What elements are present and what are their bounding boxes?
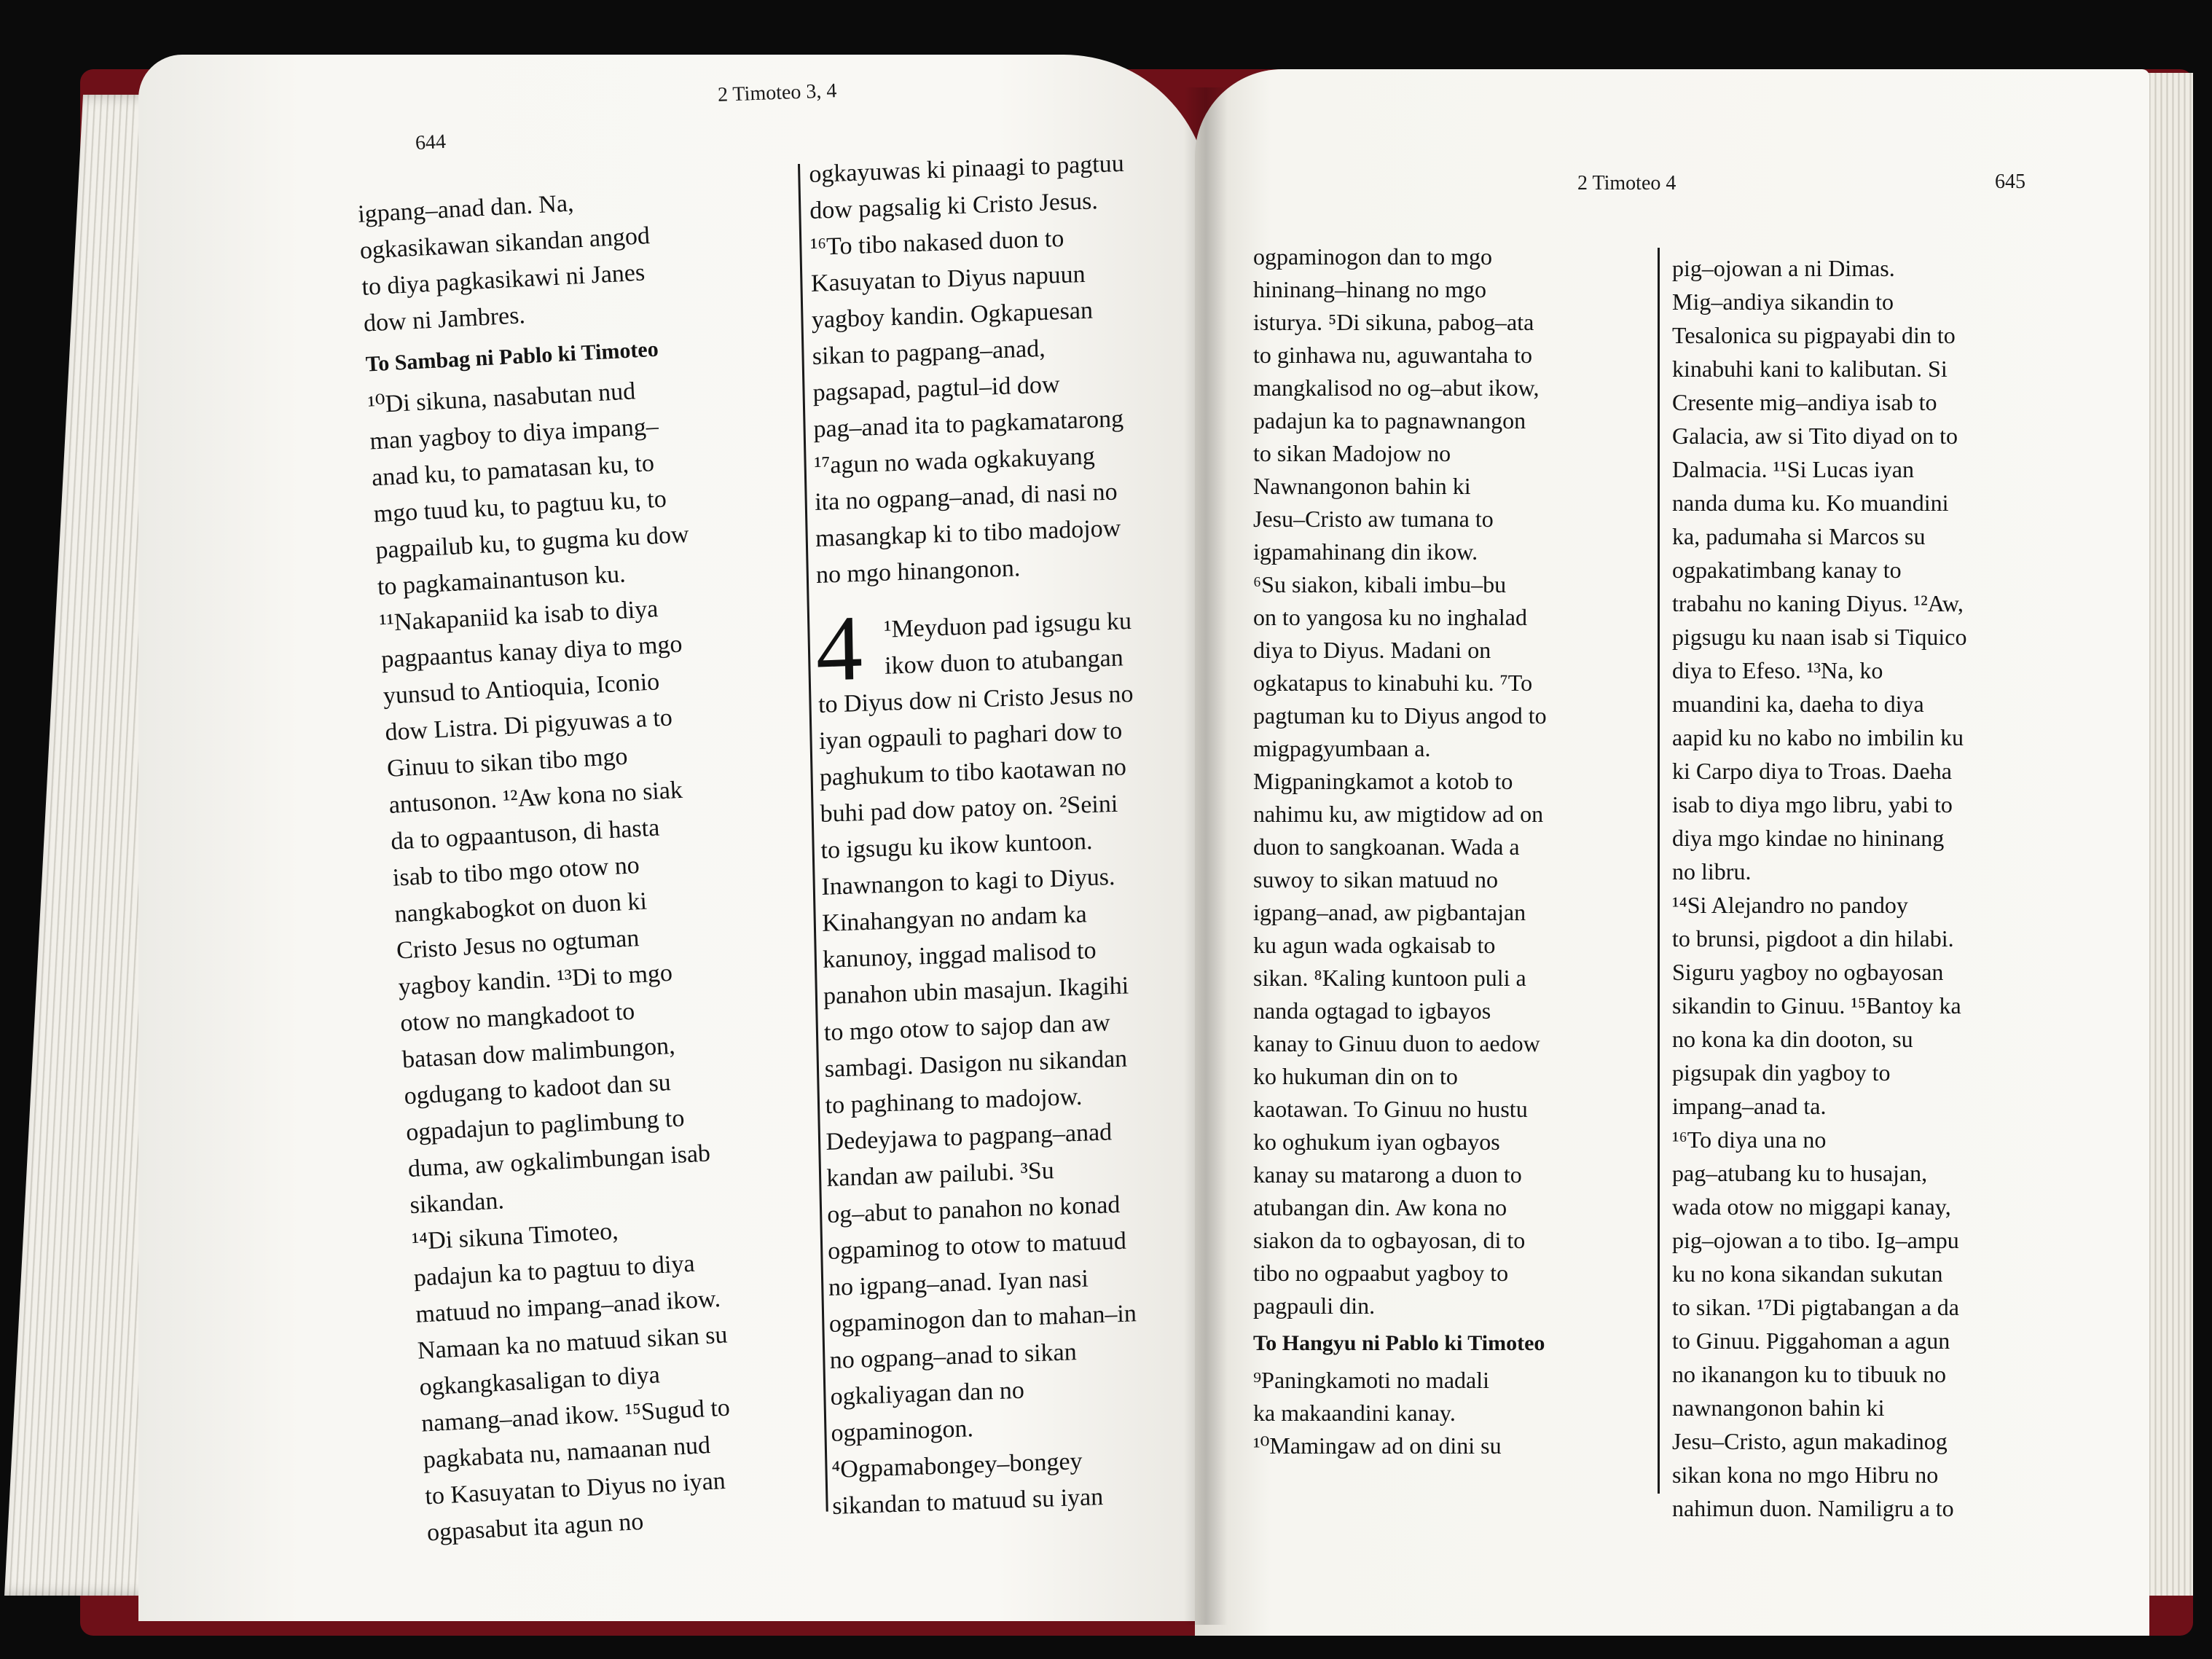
text-line: mangkalisod no og–abut ikow, (1253, 374, 1540, 401)
text-line: diya mgo kindae no hininang (1672, 825, 1945, 851)
text-line: pagpailub ku, to gugma ku dow (374, 520, 690, 565)
text-line: impang–anad ta. (1672, 1093, 1827, 1119)
text-line: ogpasabut ita agun no (426, 1507, 645, 1547)
text-line: pagkabata nu, namaanan nud (422, 1431, 711, 1474)
text-line: Tesalonica su pigpayabi din to (1672, 322, 1956, 348)
text-line: ⁶Su siakon, kibali imbu–bu (1253, 571, 1507, 597)
text-line: og–abut to panahon no konad (827, 1191, 1121, 1228)
text-line: trabahu no kaning Diyus. ¹²Aw, (1672, 590, 1964, 616)
text-line: yagboy kandin. ¹³Di to mgo (397, 959, 673, 1001)
text-line: aapid ku no kabo no imbilin ku (1672, 724, 1964, 750)
text-line: anad ku, to pamatasan ku, to (371, 450, 655, 492)
text-line: padajun ka to pagtuu to diya (412, 1250, 696, 1292)
text-line: ogkasikawan sikandan angod (358, 222, 651, 264)
text-line: Kinahangyan no andam ka (822, 901, 1087, 937)
text-line: duon to sangkoanan. Wada a (1253, 834, 1520, 860)
chapter-4-opening (815, 595, 1148, 1525)
text-line: ku no kona sikandan sukutan (1672, 1260, 1943, 1287)
text-line: Galacia, aw si Tito diyad on to (1672, 423, 1958, 449)
text-line: yunsud to Antioquia, Iconio (382, 668, 661, 710)
right-column-rule (1658, 248, 1660, 1494)
text-line: pagtuman ku to Diyus angod to (1253, 702, 1547, 729)
right-page-number: 645 (1995, 170, 2025, 193)
text-line: siakon da to ogbayosan, di to (1253, 1227, 1526, 1253)
text-line: nahimun duon. Namiligru a to (1672, 1495, 1954, 1521)
text-line: pagpauli din. (1253, 1293, 1376, 1319)
text-line: ¹⁴Di sikuna Timoteo, (411, 1217, 619, 1256)
text-line: ogdugang to kadoot dan su (403, 1069, 672, 1110)
text-line: mgo tuud ku, to pagtuu ku, to (372, 485, 667, 528)
text-line: ki Carpo diya to Troas. Daeha (1672, 758, 1952, 784)
text-line: sikandin to Ginuu. ¹⁵Bantoy ka (1672, 992, 1961, 1019)
text-line: nahimu ku, aw migtidow ad on (1253, 801, 1544, 827)
text-line: tibo no ogpaabut yagboy to (1253, 1260, 1509, 1286)
text-line: Nawnangonon bahin ki (1253, 473, 1471, 499)
text-line: igpamahinang din ikow. (1253, 538, 1478, 565)
text-line: ogkatapus to kinabuhi ku. ⁷To (1253, 670, 1533, 696)
text-line: no igpang–anad. Iyan nasi (828, 1265, 1089, 1301)
text-line: dow Listra. Di pigyuwas a to (384, 704, 673, 746)
book-gutter (1184, 87, 1228, 1625)
text-line: Cresente mig–andiya isab to (1672, 389, 1937, 415)
section-heading: To Hangyu ni Pablo ki Timoteo (1253, 1331, 1545, 1355)
text-line: pag–anad ita to pagkamatarong (813, 405, 1124, 443)
text-line: sikandan to matuud su iyan (832, 1483, 1104, 1520)
text-line: ogpaminogon dan to mgo (1253, 243, 1492, 270)
text-line: pig–ojowan a to tibo. Ig–ampu (1672, 1227, 1959, 1253)
text-line: Migpaningkamot a kotob to (1253, 768, 1513, 794)
right-page-column-2 (1672, 251, 1966, 1525)
text-line: pig–ojowan a ni Dimas. (1672, 255, 1895, 281)
text-line: ku agun wada ogkaisab to (1253, 932, 1496, 958)
text-line: nangkabogkot on duon ki (393, 887, 648, 928)
text-line: paghukum to tibo kaotawan no (819, 753, 1127, 791)
text-line: no ikanangon ku to tibuuk no (1672, 1361, 1946, 1387)
text-line: matuud no impang–anad ikow. (415, 1285, 721, 1328)
text-line: pigsupak din yagboy to (1672, 1059, 1891, 1086)
chapter-number: 4 (815, 595, 864, 702)
text-line: ogpadajun to paglimbung to (405, 1105, 686, 1147)
text-line: kandan aw pailubi. ³Su (826, 1157, 1054, 1192)
text-line: da to ogpaantuson, di hasta (390, 814, 661, 855)
left-page-column-2 (809, 146, 1148, 1525)
text-line: ogkangkasaligan to diya (418, 1361, 661, 1401)
text-line: muandini ka, daeha to diya (1672, 691, 1924, 717)
text-line: nanda ogtagad to igbayos (1253, 997, 1491, 1024)
text-line: ¹⁶To tibo nakased duon to (809, 224, 1064, 261)
text-line: to Kasuyatan to Diyus no iyan (424, 1467, 726, 1510)
text-line: migpagyumbaan a. (1253, 735, 1431, 761)
text-line: ko oghukum iyan ogbayos (1253, 1129, 1500, 1155)
text-line: to brunsi, pigdoot a din hilabi. (1672, 925, 1954, 952)
right-page-column-1 (1253, 240, 1547, 1462)
text-line: to mgo otow to sajop dan aw (823, 1009, 1110, 1046)
text-line: ka makaandini kanay. (1253, 1400, 1456, 1426)
text-line: ⁹Paningkamoti no madali (1253, 1367, 1489, 1393)
text-line: to sikan Madojow no (1253, 440, 1451, 466)
text-line: pagpaantus kanay diya to mgo (380, 630, 683, 674)
text-line: ogpaminogon. (831, 1415, 974, 1447)
section-heading: To Sambag ni Pablo ki Timoteo (365, 337, 659, 377)
text-line: isturya. ⁵Di sikuna, pabog–ata (1253, 309, 1534, 335)
text-line: atubangan din. Aw kona no (1253, 1194, 1507, 1220)
text-line: panahon ubin masajun. Ikagihi (823, 972, 1129, 1010)
text-line: kinabuhi kani to kalibutan. Si (1672, 356, 1948, 382)
text-line: ¹⁴Si Alejandro no pandoy (1672, 892, 1908, 918)
text-line: Jesu–Cristo aw tumana to (1253, 506, 1494, 532)
text-line: dow pagsalig ki Cristo Jesus. (809, 187, 1099, 224)
text-line: on to yangosa ku no inghalad (1253, 604, 1527, 630)
text-line: otow no mangkadoot to (399, 997, 636, 1038)
text-line: sikan kona no mgo Hibru no (1672, 1462, 1939, 1488)
text-line: pag–atubang ku to husajan, (1672, 1160, 1928, 1186)
text-line: ogpakatimbang kanay to (1672, 557, 1902, 583)
text-line: Siguru yagboy no ogbayosan (1672, 959, 1944, 985)
text-line: to Diyus dow ni Cristo Jesus no (817, 680, 1134, 718)
text-line: ¹⁶To diya una no (1672, 1126, 1827, 1153)
text-line: Dalmacia. ¹¹Si Lucas iyan (1672, 456, 1914, 482)
text-line: to paghinang to madojow. (825, 1083, 1083, 1119)
text-line: no ogpang–anad to sikan (829, 1338, 1077, 1374)
text-line: igpang–anad dan. Na, (357, 189, 575, 228)
text-line: ogpaminog to otow to matuud (827, 1227, 1127, 1265)
text-line: ogkayuwas ki pinaagi to pagtuu (809, 149, 1124, 188)
text-line: masangkap ki to tibo madojow (815, 514, 1121, 552)
text-line: kanay su matarong a duon to (1253, 1161, 1522, 1188)
text-line: Ginuu to sikan tibo mgo (386, 742, 629, 783)
text-line: sambagi. Dasigon nu sikandan (824, 1045, 1128, 1083)
text-line: ¹⁷agun no wada ogkakuyang (814, 442, 1096, 479)
text-line: Inawnangon to kagi to Diyus. (821, 863, 1115, 901)
text-line: hininang–hinang no mgo (1253, 276, 1486, 302)
text-line: buhi pad dow patoy on. ²Seini (820, 790, 1118, 828)
text-line: to diya pagkasikawi ni Janes (361, 259, 646, 301)
text-line: Jesu–Cristo, agun makadinog (1672, 1428, 1948, 1454)
text-line: no mgo hinangonon. (815, 554, 1021, 589)
text-line: pigsugu ku naan isab si Tiquico (1672, 624, 1967, 650)
text-line: Cristo Jesus no ogtuman (396, 925, 640, 965)
text-line: kanay to Ginuu duon to aedow (1253, 1030, 1540, 1056)
text-line: isab to diya mgo libru, yabi to (1672, 791, 1953, 817)
right-running-header: 2 Timoteo 4 (1577, 172, 1676, 195)
text-line: ko hukuman din on to (1253, 1063, 1458, 1089)
text-line: dow ni Jambres. (363, 302, 526, 337)
text-line: man yagboy to diya impang– (369, 412, 659, 455)
text-line: to pagkamainantuson ku. (377, 560, 627, 601)
text-line: ita no ogpang–anad, di nasi no (814, 478, 1118, 516)
text-line: padajun ka to pagnawnangon (1253, 407, 1526, 434)
text-line: kanunoy, inggad malisod to (822, 936, 1097, 973)
text-line: ogpaminogon dan to mahan–in (828, 1300, 1137, 1338)
text-line: nanda duma ku. Ko muandini (1672, 490, 1949, 516)
text-line: wada otow no miggapi kanay, (1672, 1193, 1951, 1220)
text-line: Mig–andiya sikandin to (1672, 289, 1894, 315)
left-running-header: 2 Timoteo 3, 4 (717, 79, 837, 106)
text-line: no libru. (1672, 858, 1752, 885)
text-line: no kona ka din dooton, su (1672, 1026, 1913, 1052)
text-line: to igsugu ku ikow kuntoon. (820, 827, 1093, 864)
text-line: yagboy kandin. Ogkapuesan (811, 297, 1094, 334)
text-line: ¹⁰Mamingaw ad on dini su (1253, 1432, 1502, 1459)
text-line: igpang–anad, aw pigbantajan (1253, 899, 1526, 925)
text-line: ¹¹Nakapaniid ka isab to diya (378, 595, 659, 638)
text-line: ikow duon to atubangan (884, 644, 1124, 680)
text-line: Dedeyjawa to pagpang–anad (825, 1118, 1113, 1156)
text-line: namang–anad ikow. ¹⁵Sugud to (420, 1394, 731, 1438)
text-line: ¹Meyduon pad igsugu ku (884, 607, 1132, 643)
text-line: ¹⁰Di sikuna, nasabutan nud (367, 377, 637, 419)
text-line: diya to Diyus. Madani on (1253, 637, 1491, 663)
text-line: diya to Efeso. ¹³Na, ko (1672, 657, 1883, 683)
left-page-number: 644 (415, 130, 447, 155)
text-line: nawnangonon bahin ki (1672, 1395, 1885, 1421)
text-line: to sikan. ¹⁷Di pigtabangan a da (1672, 1294, 1959, 1320)
text-line: antusonon. ¹²Aw kona no siak (388, 776, 683, 819)
text-line: to Ginuu. Piggahoman a agun (1672, 1327, 1950, 1354)
text-line: kaotawan. To Ginuu no hustu (1253, 1096, 1528, 1122)
text-line: ka, padumaha si Marcos su (1672, 523, 1926, 549)
text-line: suwoy to sikan matuud no (1253, 866, 1498, 893)
text-line: batasan dow malimbungon, (401, 1032, 676, 1074)
text-line: duma, aw ogkalimbungan isab (407, 1140, 711, 1183)
text-line: ogkaliyagan dan no (830, 1376, 1025, 1411)
text-line: to ginhawa nu, aguwantaha to (1253, 342, 1532, 368)
text-line: ⁴Ogpamabongey–bongey (831, 1447, 1083, 1483)
text-line: isab to tibo mgo otow no (392, 851, 640, 892)
text-line: sikan to pagpang–anad, (812, 334, 1046, 370)
text-line: sikandan. (409, 1187, 505, 1220)
text-line: iyan ogpauli to paghari dow to (818, 717, 1123, 755)
text-line: Namaan ka no matuud sikan su (417, 1321, 729, 1365)
text-line: pagsapad, pagtul–id dow (812, 371, 1060, 407)
text-line: Kasuyatan to Diyus napuun (810, 260, 1086, 297)
text-line: sikan. ⁸Kaling kuntoon puli a (1253, 965, 1526, 991)
